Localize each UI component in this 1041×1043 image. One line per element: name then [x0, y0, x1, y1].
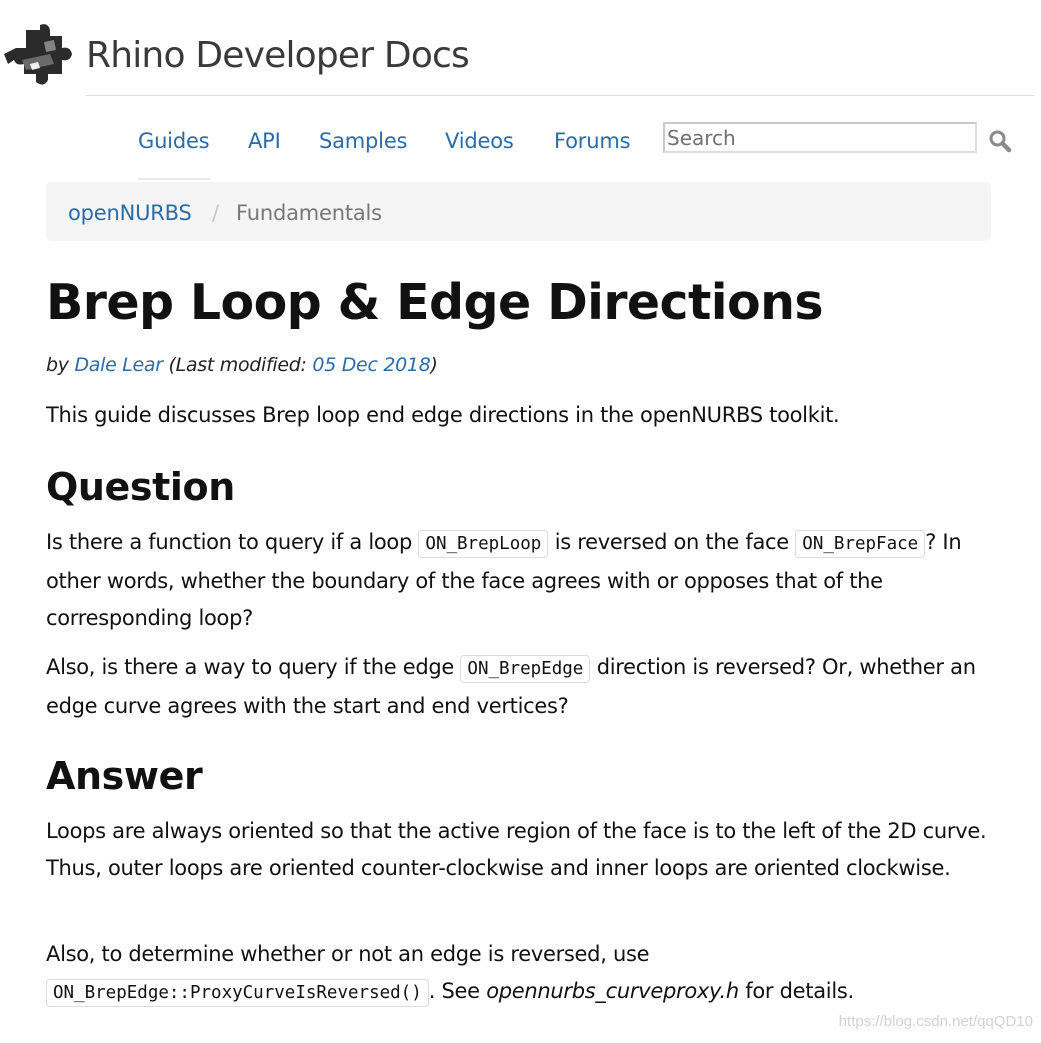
- text: Also, is there a way to query if the edge: [46, 655, 455, 679]
- nav-link-guides[interactable]: Guides: [138, 129, 210, 153]
- modified-date-link[interactable]: 05 Dec 2018: [312, 354, 431, 376]
- text: ? In other words, whether the boundary of the face agrees with or opposes that of the corresponding loop?: [46, 530, 962, 630]
- site-title[interactable]: Rhino Developer Docs: [86, 35, 470, 76]
- question-heading: Question: [46, 465, 235, 509]
- nav-link-samples[interactable]: Samples: [319, 129, 408, 153]
- byline-modified-label: (Last modified:: [168, 354, 307, 376]
- rhino-puzzle-logo-icon[interactable]: [4, 24, 74, 94]
- search-icon[interactable]: [988, 129, 1014, 155]
- byline-by: by: [46, 354, 69, 376]
- author-link[interactable]: Dale Lear: [74, 354, 163, 376]
- nav-link-videos[interactable]: Videos: [445, 129, 514, 153]
- answer-paragraph-2: [46, 936, 996, 1012]
- text: Also, to determine whether or not an edge is reversed, use: [46, 942, 650, 966]
- text: direction is reversed? Or, whether an edge curve agrees with the start and end vertices?: [46, 655, 976, 718]
- breadcrumb-current: Fundamentals: [236, 201, 382, 225]
- filename-emphasis: opennurbs_curveproxy.h: [486, 979, 739, 1003]
- answer-paragraph-1: Loops are always oriented so that the active region of the face is to the left of the 2D curve. Thus, outer loops are oriented counter-clockwise and inner loops are oriented clockwise.: [46, 819, 987, 880]
- watermark: https://blog.csdn.net/qqQD10: [838, 1013, 1033, 1030]
- text: for details.: [745, 979, 854, 1003]
- page-title: Brep Loop & Edge Directions: [46, 274, 823, 331]
- text: . See: [428, 979, 480, 1003]
- question-paragraph-1: [46, 524, 996, 637]
- breadcrumb: [46, 182, 991, 241]
- byline-close: ): [430, 354, 438, 376]
- code-proxycurveisreversed: ON_BrepEdge::ProxyCurveIsReversed(): [46, 979, 429, 1007]
- byline: [46, 351, 438, 379]
- answer-heading: Answer: [46, 754, 203, 798]
- nav-link-api[interactable]: API: [248, 129, 281, 153]
- question-paragraph-2: [46, 649, 996, 725]
- nav-link-forums[interactable]: Forums: [554, 129, 631, 153]
- code-on-brepedge: ON_BrepEdge: [460, 655, 590, 683]
- code-on-breploop: ON_BrepLoop: [418, 530, 548, 558]
- search-input[interactable]: [663, 122, 977, 153]
- code-on-brepface: ON_BrepFace: [795, 530, 925, 558]
- header-divider: [86, 95, 1034, 96]
- intro-paragraph: This guide discusses Brep loop end edge directions in the openNURBS toolkit.: [46, 403, 840, 427]
- breadcrumb-link-opennurbs[interactable]: openNURBS: [68, 201, 192, 225]
- breadcrumb-separator: /: [212, 201, 220, 225]
- text: Is there a function to query if a loop: [46, 530, 413, 554]
- text: is reversed on the face: [554, 530, 789, 554]
- active-nav-indicator: [138, 178, 210, 180]
